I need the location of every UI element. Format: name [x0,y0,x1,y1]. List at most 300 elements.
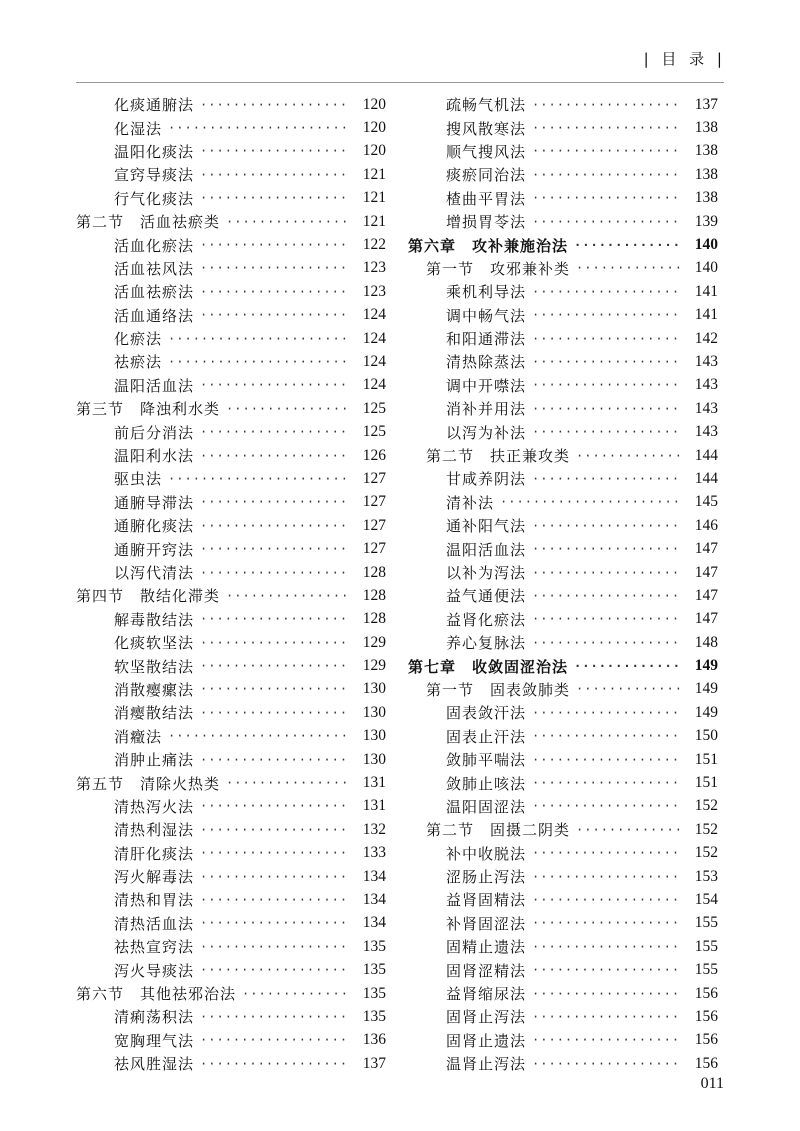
toc-entry-page: 129 [362,633,386,651]
toc-entry-title: 通腑化痰法 [114,517,195,536]
toc-entry-page: 120 [362,95,386,113]
toc-entry-page: 125 [362,423,386,441]
leader-dots [532,636,680,650]
toc-entry-title: 调中畅气法 [446,306,527,325]
toc-entry-page: 140 [694,236,718,254]
toc-entry-title: 第二节 扶正兼攻类 [426,447,571,466]
toc-entry-page: 137 [362,1054,386,1072]
leader-dots [200,753,348,767]
toc-entry-page: 156 [694,1031,718,1049]
leader-dots [532,987,680,1001]
toc-entry-title: 前后分消法 [114,423,195,442]
toc-entry[interactable] [408,935,718,958]
toc-entry-title: 温阳固涩法 [446,797,527,816]
toc-entry-title: 消癥法 [114,727,163,746]
toc-entry-page: 143 [694,399,718,417]
leader-dots [200,168,348,182]
toc-entry[interactable] [408,93,718,116]
leader-dots [200,823,348,837]
toc-entry[interactable] [76,350,386,373]
toc-entry-title: 通补阳气法 [446,517,527,536]
leader-dots [200,285,348,299]
toc-entry-title: 楂曲平胃法 [446,189,527,208]
toc-entry[interactable] [76,795,386,818]
toc-entry-title: 清补法 [446,493,495,512]
leader-dots [200,144,348,158]
leader-dots [574,659,680,673]
toc-entry[interactable] [408,1005,718,1028]
toc-entry-page: 135 [362,984,386,1002]
toc-entry-page: 151 [694,750,718,768]
leader-dots [168,121,348,135]
toc-entry[interactable] [408,116,718,139]
toc-entry-title: 活血祛风法 [114,259,195,278]
leader-dots [532,425,680,439]
toc-entry-page: 155 [694,914,718,932]
toc-entry[interactable] [408,350,718,373]
toc-entry-title: 消补并用法 [446,400,527,419]
toc-entry-page: 155 [694,961,718,979]
toc-entry-title: 温阳化痰法 [114,142,195,161]
toc-entry-page: 126 [362,446,386,464]
toc-entry[interactable] [76,912,386,935]
toc-entry[interactable] [76,1029,386,1052]
leader-dots [532,542,680,556]
leader-dots [532,472,680,486]
toc-entry[interactable] [76,537,386,560]
toc-entry[interactable] [408,514,718,537]
toc-chapter-heading[interactable] [408,654,718,677]
toc-entry[interactable] [76,327,386,350]
toc-entry-title: 化湿法 [114,119,163,138]
leader-dots [532,355,680,369]
toc-section-heading[interactable] [408,678,718,701]
toc-entry-page: 136 [362,1031,386,1049]
leader-dots [532,799,680,813]
toc-entry-page: 147 [694,586,718,604]
toc-entry-title: 搜风散寒法 [446,119,527,138]
leader-dots [200,495,348,509]
toc-chapter-heading[interactable] [76,982,386,1005]
toc-entry[interactable] [76,374,386,397]
toc-entry-page: 143 [694,352,718,370]
leader-dots [200,519,348,533]
toc-entry-title: 敛肺止咳法 [446,774,527,793]
toc-entry-title: 第一节 攻邪兼补类 [426,259,571,278]
toc-entry-title: 第二节 固摄二阴类 [426,821,571,840]
toc-entry[interactable] [76,514,386,537]
toc-entry-page: 152 [694,844,718,862]
toc-entry[interactable] [408,748,718,771]
toc-entry[interactable] [408,584,718,607]
toc-entry[interactable] [408,1052,718,1075]
toc-entry-title: 乘机利导法 [446,283,527,302]
leader-dots [200,706,348,720]
toc-entry-page: 127 [362,493,386,511]
leader-dots [532,402,680,416]
running-header: | 目 录 | [643,50,726,68]
toc-entry[interactable] [408,491,718,514]
toc-entry[interactable] [408,304,718,327]
toc-entry[interactable] [408,280,718,303]
leader-dots [532,285,680,299]
leader-dots [226,776,348,790]
toc-entry-title: 通腑开窍法 [114,540,195,559]
toc-entry[interactable] [76,1005,386,1028]
toc-entry[interactable] [408,608,718,631]
leader-dots [200,191,348,205]
toc-entry[interactable] [76,257,386,280]
toc-entry[interactable] [408,865,718,888]
toc-entry-title: 第一节 固表敛肺类 [426,680,571,699]
leader-dots [532,870,680,884]
leader-dots [532,144,680,158]
toc-entry-title: 第七章 收敛固涩治法 [408,657,569,676]
toc-entry-page: 141 [694,306,718,324]
toc-entry[interactable] [76,631,386,654]
toc-entry-page: 144 [694,446,718,464]
leader-dots [226,589,348,603]
toc-entry[interactable] [408,771,718,794]
toc-entry-page: 147 [694,540,718,558]
toc-entry[interactable] [76,935,386,958]
toc-entry-title: 活血化瘀法 [114,236,195,255]
leader-dots [532,98,680,112]
leader-dots [200,1010,348,1024]
toc-entry-title: 第六章 攻补兼施治法 [408,236,569,255]
toc-entry[interactable] [408,163,718,186]
toc-chapter-heading[interactable] [408,233,718,256]
toc-entry-page: 149 [694,703,718,721]
toc-entry-title: 祛热宣窍法 [114,938,195,957]
toc-entry-page: 121 [362,189,386,207]
toc-entry-page: 146 [694,516,718,534]
leader-dots [200,1033,348,1047]
toc-entry-page: 150 [694,727,718,745]
toc-entry-title: 甘咸养阴法 [446,470,527,489]
toc-entry-title: 清热除蒸法 [446,353,527,372]
toc-entry[interactable] [76,888,386,911]
toc-entry[interactable] [76,958,386,981]
leader-dots [200,846,348,860]
toc-entry[interactable] [76,467,386,490]
leader-dots [200,98,348,112]
toc-entry-page: 141 [694,282,718,300]
leader-dots [532,753,680,767]
leader-dots [168,472,348,486]
toc-entry-page: 125 [362,399,386,417]
leader-dots [574,238,680,252]
toc-entry-title: 益气通便法 [446,587,527,606]
toc-entry-title: 第二节 活血祛瘀类 [76,213,221,232]
toc-entry[interactable] [408,725,718,748]
toc-entry-title: 补肾固涩法 [446,914,527,933]
toc-entry-title: 益肾化瘀法 [446,610,527,629]
toc-entry[interactable] [76,140,386,163]
leader-dots [500,495,680,509]
toc-entry-title: 泻火导痰法 [114,961,195,980]
toc-entry-title: 泻火解毒法 [114,868,195,887]
toc-entry-title: 软坚散结法 [114,657,195,676]
toc-entry[interactable] [408,537,718,560]
leader-dots [532,776,680,790]
toc-entry[interactable] [76,280,386,303]
toc-entry-page: 147 [694,610,718,628]
toc-entry[interactable] [408,420,718,443]
toc-entry-title: 固肾止泻法 [446,1008,527,1027]
leader-dots [226,215,348,229]
toc-entry-page: 137 [694,95,718,113]
toc-entry-page: 128 [362,563,386,581]
leader-dots [200,566,348,580]
toc-entry[interactable] [408,912,718,935]
toc-entry-title: 疏畅气机法 [446,96,527,115]
leader-dots [200,636,348,650]
leader-dots [576,449,680,463]
leader-dots [200,799,348,813]
toc-entry[interactable] [408,631,718,654]
leader-dots [532,963,680,977]
toc-entry-title: 驱虫法 [114,470,163,489]
toc-entry[interactable] [408,1029,718,1052]
toc-entry[interactable] [76,116,386,139]
toc-chapter-heading[interactable] [76,210,386,233]
toc-entry[interactable] [408,327,718,350]
toc-entry-page: 154 [694,890,718,908]
toc-entry-title: 涩肠止泻法 [446,868,527,887]
toc-entry-page: 135 [362,1007,386,1025]
toc-entry-page: 134 [362,914,386,932]
leader-dots [532,191,680,205]
toc-entry[interactable] [76,865,386,888]
toc-entry[interactable] [408,397,718,420]
toc-entry-title: 第五节 清除火热类 [76,774,221,793]
toc-entry[interactable] [76,654,386,677]
toc-entry-page: 124 [362,352,386,370]
toc-entry-title: 温阳利水法 [114,447,195,466]
toc-entry-title: 清肝化痰法 [114,844,195,863]
toc-entry-title: 第六节 其他祛邪治法 [76,985,237,1004]
toc-entry-title: 以泻代清法 [114,564,195,582]
toc-chapter-heading[interactable] [76,771,386,794]
leader-dots [200,449,348,463]
leader-dots [532,589,680,603]
toc-entry-page: 122 [362,236,386,254]
toc-entry[interactable] [76,701,386,724]
toc-entry[interactable] [76,818,386,841]
leader-dots [532,519,680,533]
toc-entry-title: 益肾固精法 [446,891,527,910]
toc-entry[interactable] [76,444,386,467]
toc-entry-page: 123 [362,259,386,277]
toc-entry[interactable] [408,888,718,911]
toc-entry[interactable] [408,982,718,1005]
toc-entry-page: 135 [362,937,386,955]
toc-entry-page: 138 [694,142,718,160]
toc-entry[interactable] [76,842,386,865]
toc-entry-page: 120 [362,142,386,160]
toc-entry-title: 第四节 散结化滞类 [76,587,221,606]
leader-dots [532,706,680,720]
toc-entry-page: 130 [362,703,386,721]
toc-entry-title: 清热利湿法 [114,821,195,840]
toc-entry-title: 固肾止遗法 [446,1031,527,1050]
leader-dots [168,729,348,743]
toc-entry-title: 益肾缩尿法 [446,985,527,1004]
toc-entry-page: 134 [362,890,386,908]
toc-entry-page: 131 [362,797,386,815]
leader-dots [532,1033,680,1047]
toc-entry-title: 温阳活血法 [114,376,195,395]
toc-entry-page: 151 [694,774,718,792]
toc-entry-title: 敛肺平喘法 [446,751,527,770]
toc-entry-page: 128 [362,610,386,628]
toc-entry-title: 祛瘀法 [114,353,163,372]
toc-entry-title: 清热泻火法 [114,797,195,816]
toc-entry-page: 138 [694,119,718,137]
toc-entry[interactable] [408,561,718,584]
toc-entry[interactable] [76,491,386,514]
toc-entry-page: 127 [362,469,386,487]
toc-column-right [408,93,718,1075]
toc-entry[interactable] [408,140,718,163]
toc-entry-page: 133 [362,844,386,862]
toc-entry-title: 化痰通腑法 [114,96,195,115]
toc-entry-page: 127 [362,540,386,558]
toc-entry-title: 以泻为补法 [446,423,527,442]
toc-entry-page: 143 [694,376,718,394]
toc-entry[interactable] [76,163,386,186]
toc-entry-page: 140 [694,259,718,277]
toc-entry-title: 化瘀法 [114,330,163,349]
leader-dots [532,332,680,346]
toc-section-heading[interactable] [408,257,718,280]
toc-entry-title: 固表止汗法 [446,727,527,746]
toc-entry[interactable] [76,93,386,116]
toc-chapter-heading[interactable] [76,397,386,420]
toc-entry-page: 147 [694,563,718,581]
toc-entry-title: 以补为泻法 [446,564,527,582]
toc-entry[interactable] [76,187,386,210]
toc-entry-title: 固精止遗法 [446,938,527,957]
leader-dots [200,682,348,696]
toc-entry-title: 消瘿散结法 [114,704,195,723]
leader-dots [532,1010,680,1024]
toc-column-left [76,93,386,1075]
toc-entry-page: 145 [694,493,718,511]
leader-dots [200,425,348,439]
leader-dots [226,402,348,416]
toc-entry-page: 153 [694,867,718,885]
toc-entry-title: 增损胃苓法 [446,213,527,232]
leader-dots [200,308,348,322]
toc-entry-title: 活血通络法 [114,306,195,325]
toc-entry-title: 固肾涩精法 [446,961,527,980]
toc-entry-page: 156 [694,1007,718,1025]
toc-entry[interactable] [76,748,386,771]
toc-entry-title: 解毒散结法 [114,610,195,629]
toc-entry-page: 130 [362,750,386,768]
toc-entry-title: 补中收脱法 [446,844,527,863]
leader-dots [168,355,348,369]
leader-dots [168,332,348,346]
toc-section-heading[interactable] [408,818,718,841]
toc-entry-page: 132 [362,820,386,838]
toc-entry[interactable] [76,725,386,748]
toc-entry-title: 化痰软坚法 [114,634,195,653]
toc-entry-page: 120 [362,119,386,137]
header-rule [76,82,724,83]
toc-entry-title: 活血祛瘀法 [114,283,195,302]
toc-entry-page: 130 [362,727,386,745]
toc-entry[interactable] [408,701,718,724]
toc-entry-title: 消肿止痛法 [114,751,195,770]
toc-entry-title: 养心复脉法 [446,634,527,653]
leader-dots [532,566,680,580]
toc-entry-page: 124 [362,306,386,324]
toc-entry-page: 152 [694,820,718,838]
leader-dots [200,659,348,673]
leader-dots [532,916,680,930]
leader-dots [200,612,348,626]
toc-entry[interactable] [76,304,386,327]
toc-entry-title: 顺气搜风法 [446,142,527,161]
toc-entry-page: 129 [362,657,386,675]
toc-entry-title: 固表敛汗法 [446,704,527,723]
leader-dots [532,893,680,907]
toc-entry[interactable] [76,608,386,631]
toc-entry-title: 温阳活血法 [446,540,527,559]
toc-entry-page: 152 [694,797,718,815]
toc-entry-title: 和阳通滞法 [446,330,527,349]
toc-entry-page: 148 [694,633,718,651]
toc-entry[interactable] [408,795,718,818]
leader-dots [532,308,680,322]
toc-entry[interactable] [408,210,718,233]
leader-dots [532,378,680,392]
toc-entry-title: 痰瘀同治法 [446,166,527,185]
toc-entry[interactable] [408,842,718,865]
toc-entry[interactable] [76,561,386,584]
leader-dots [576,823,680,837]
toc-entry[interactable] [408,958,718,981]
toc-entry[interactable] [408,467,718,490]
toc-entry-page: 149 [694,657,718,675]
page-number: 011 [700,1075,724,1092]
toc-entry-title: 温肾止泻法 [446,1055,527,1074]
toc-section-heading[interactable] [408,444,718,467]
toc-entry-title: 消散瘿瘰法 [114,680,195,699]
toc-entry-page: 143 [694,423,718,441]
toc-entry[interactable] [76,1052,386,1075]
toc-entry[interactable] [408,374,718,397]
toc-chapter-heading[interactable] [76,584,386,607]
leader-dots [200,870,348,884]
toc-entry[interactable] [76,233,386,256]
leader-dots [200,963,348,977]
toc-entry-page: 128 [362,586,386,604]
toc-entry[interactable] [408,187,718,210]
leader-dots [576,682,680,696]
toc-entry-page: 121 [362,165,386,183]
toc-entry[interactable] [76,420,386,443]
toc-entry[interactable] [76,678,386,701]
toc-entry-page: 124 [362,329,386,347]
toc-entry-title: 调中开噤法 [446,376,527,395]
toc-entry-page: 138 [694,189,718,207]
toc-entry-page: 149 [694,680,718,698]
toc-entry-page: 127 [362,516,386,534]
